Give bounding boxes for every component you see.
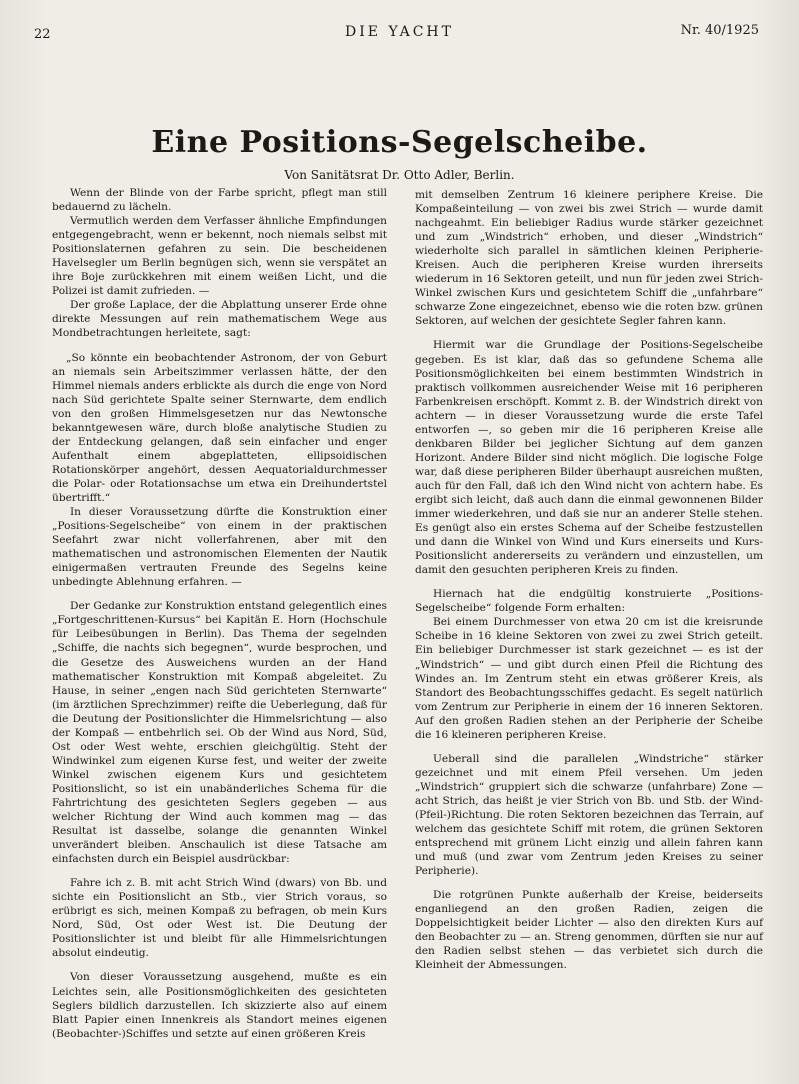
paragraph: Die rotgrünen Punkte außerhalb der Kreise, beiderseits enganliegend an den großen Radien, zeigen die Doppelsichtigkeit beider Lichter — also den direkten Kurs auf den Beobachter zu — an. Streng genommen, dürften sie nur auf den Radien selbst stehen — das verbietet sich durch die Kleinheit der Abmessungen. [415, 889, 763, 972]
issue-number: Nr. 40/1925 [680, 23, 759, 38]
paragraph: Ueberall sind die parallelen „Windstriche“ stärker gezeichnet und mit einem Pfeil versehen. Um jeden „Windstrich“ gruppiert sich die schwarze (unfahrbare) Zone — acht Strich, das heißt je vier Strich von Bb. und Stb. der Wind-(Pfeil-)Richtung. Die roten Sektoren bezeichnen das Terrain, auf welchem das gesichtete Schiff mit rotem, die grünen Sektoren entsprechend mit grünem Licht einzig und allein fahren kann und muß (und zwar vom Zentrum jeden Kreises zu seiner Peripherie). [415, 752, 763, 878]
paragraph: Wenn der Blinde von der Farbe spricht, pflegt man still bedauernd zu lächeln. [52, 187, 387, 214]
paragraph: Von dieser Voraussetzung ausgehend, mußte es ein Leichtes sein, alle Positionsmöglichkeiten des gesichteten Seglers bildlich darzustellen. Ich skizzierte also auf einem Blatt Papier einen Innenkreis als Standort meines eigenen (Beobachter-)Schiffes und setzte auf einen größeren Kreis [52, 971, 387, 1040]
paragraph: Vermutlich werden dem Verfasser ähnliche Empfindungen entgegengebracht, wenn er bekennt, noch niemals selbst mit Positionslaternen gefahren zu sein. Die bescheidenen Havelsegler um Berlin begnügen sich, wenn sie verspätet an ihre Boje zurückkehren mit einem weißen Licht, und die Polizei ist damit zufrieden. — [52, 215, 387, 298]
paragraph: In dieser Voraussetzung dürfte die Konstruktion einer „Positions-Segelscheibe“ von einem in der praktischen Seefahrt zwar nicht vollerfahrenen, aber mit den mathematischen und astronomischen Elementen der Nautik einigermaßen vertrauten Freunde des Segelns keine unbedingte Ablehnung erfahren. — [52, 506, 387, 589]
laplace-quote: „So könnte ein beobachtender Astronom, der von Geburt an niemals sein Arbeitszimmer verlassen hätte, der den Himmel niemals anders erblickte als durch die enge von Nord nach Süd gerichtete Spalte seiner Sternwarte, dem endlich von den großen Himmelsgesetzen nur das Newtonsche bekanntgewesen wäre, durch bloße analytische Studien zu der Entdeckung gelangen, daß sein einfacher und enger Aufenthalt einem abgeplatteten, ellipsoidischen Rotationskörper angehört, dessen Aequatorialdurchmesser die Polar- oder Rotationsachse um etwa ein Dreihundertstel übertrifft.“ [52, 351, 387, 504]
paragraph: Bei einem Durchmesser von etwa 20 cm ist die kreisrunde Scheibe in 16 kleine Sektoren von zwei zu zwei Strich geteilt. Ein beliebiger Durchmesser ist stark gezeichnet — es ist der „Windstrich“ — und gibt durch einen Pfeil die Richtung des Windes an. Im Zentrum steht ein etwas größerer Kreis, als Standort des Beobachtungsschiffes gedacht. Es segelt natürlich vom Zentrum zur Peripherie in einem der 16 inneren Sektoren. Auf den großen Radien stehen an der Peripherie der Scheibe die 16 kleineren peripheren Kreise. [415, 616, 763, 741]
right-column [415, 188, 763, 972]
paragraph: Hiermit war die Grundlage der Positions-Segelscheibe gegeben. Es ist klar, daß das so gefundene Schema alle Positionsmöglichkeiten bei einem bestimmten Windstrich in praktisch vollkommen ausreichender Weise mit 16 peripheren Farbenkreisen erschöpft. Kommt z. B. der Windstrich direkt von achtern — in dieser Voraussetzung wurde die erste Tafel entworfen —, so geben mir die 16 peripheren Kreise alle denkbaren Bilder bei jeglicher Sichtung auf dem ganzen Horizont. Andere Bilder sind nicht möglich. Die logische Folge war, daß diese peripheren Bilder überhaupt ausreichen mußten, auch für den Fall, daß ich den Wind nicht von achtern habe. Es ergibt sich leicht, daß auch dann die einmal gewonnenen Bilder immer wiederkehren, und daß sie nur an anderer Stelle stehen. Es genügt also ein erstes Schema auf der Scheibe festzustellen und dann die Winkel von Wind und Kurs einerseits und Kurs-Positionslicht andererseits zu verändern und einzustellen, um damit den gesuchten peripheren Kreis zu finden. [415, 339, 763, 577]
article-title: Eine Positions-Segelscheibe. [151, 125, 648, 160]
paragraph: mit demselben Zentrum 16 kleinere periphere Kreise. Die Kompaßeinteilung — von zwei bis zwei Strich — wurde damit nachgeahmt. Ein beliebiger Radius wurde stärker gezeichnet und zum „Windstrich“ erhoben, und dieser „Windstrich“ wiederholte sich parallel in sämtlichen kleinen Peripherie-Kreisen. Auch die peripheren Kreise wurden ihrerseits wiederum in 16 Sektoren geteilt, und nun für jeden zwei Strich-Winkel zwischen Kurs und gesichtetem Schiff die „unfahrbare“ schwarze Zone eingezeichnet, ebenso wie die roten bzw. grünen Sektoren, auf welchen der gesichtete Segler fahren kann. [415, 189, 763, 328]
paragraph: Der Gedanke zur Konstruktion entstand gelegentlich eines „Fortgeschrittenen-Kursus“ bei Kapitän E. Horn (Hochschule für Leibesübungen in Berlin). Das Thema der segelnden „Schiffe, die nachts sich begegnen“, wurde besprochen, und die Gesetze des Ausweichens wurden an der Hand mathematischer Konstruktion mit Kompaß abgeleitet. Zu Hause, in seiner „engen nach Süd gerichteten Sternwarte“ (im ärztlichen Sprechzimmer) reifte die Ueberlegung, daß für die Deutung der Positionslichter die Himmelsrichtung — also der Kompaß — entbehrlich sei. Ob der Wind aus Nord, Süd, Ost oder West wehte, erschien gleichgültig. Steht der Windwinkel zum eigenen Kurse fest, und weiter der zweite Winkel zwischen eigenem Kurs und gesichtetem Positionslicht, so ist ein unabänderliches Schema für die Fahrtrichtung des gesichteten Seglers gegeben — aus welcher Richtung der Wind auch kommen mag — das Resultat ist dasselbe, solange die genannten Winkel unverändert bleiben. Anschaulich ist diese Tatsache am einfachsten durch ein Beispiel ausdrückbar: [52, 600, 387, 866]
paragraph: Fahre ich z. B. mit acht Strich Wind (dwars) von Bb. und sichte ein Positionslicht an Stb., vier Strich voraus, so erübrigt es sich, meinen Kompaß zu befragen, ob mein Kurs Nord, Süd, Ost oder West ist. Die Deutung der Positionslichter ist und bleibt für alle Himmelsrichtungen absolut eindeutig. [52, 877, 387, 960]
magazine-title: DIE YACHT [345, 24, 454, 40]
paragraph: Der große Laplace, der die Abplattung unserer Erde ohne direkte Messungen auf rein mathematischem Wege aus Mondbetrachtungen herleitete, sagt: [52, 299, 387, 340]
article-byline: Von Sanitätsrat Dr. Otto Adler, Berlin. [284, 168, 515, 182]
paragraph: Hiernach hat die endgültig konstruierte „Positions-Segelscheibe“ folgende Form erhalten: [415, 588, 763, 615]
page-number: 22 [34, 27, 51, 42]
left-column [52, 186, 387, 1041]
